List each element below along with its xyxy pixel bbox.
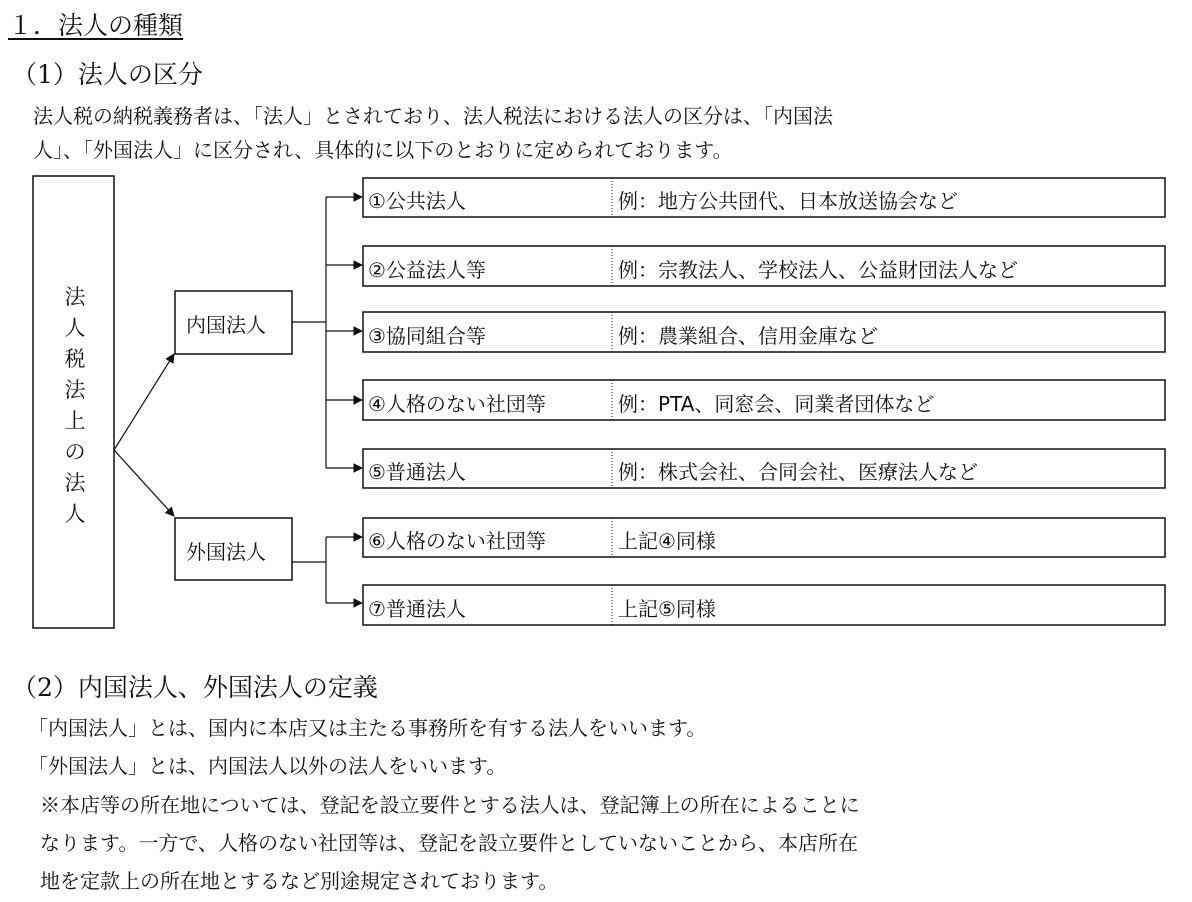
row-name-6: ⑥人格のない社団等 xyxy=(368,529,546,553)
subsection-title-1: （1）法人の区分 xyxy=(12,60,203,89)
row-example-1: 例：地方公共団代、日本放送協会など xyxy=(618,189,958,213)
branch-arrow-domestic xyxy=(114,354,174,450)
row-name-4: ④人格のない社団等 xyxy=(368,392,546,416)
row-example-7: 上記⑤同様 xyxy=(618,597,716,621)
row-example-5: 例：株式会社、合同会社、医療法人など xyxy=(618,460,978,484)
row-name-3: ③協同組合等 xyxy=(368,324,486,348)
domestic-label: 内国法人 xyxy=(186,313,266,337)
paragraph-line: 人」、「外国法人」に区分され、具体的に以下のとおりに定められております。 xyxy=(33,138,733,162)
row-example-3: 例：農業組合、信用金庫など xyxy=(618,324,878,348)
root-label: 法人税法上の法人 xyxy=(64,285,86,526)
row-name-2: ②公益法人等 xyxy=(368,258,486,282)
definition-line: 「内国法人」とは、国内に本店又は主たる事務所を有する法人をいいます。 xyxy=(28,716,707,740)
definition-line: 「外国法人」とは、内国法人以外の法人をいいます。 xyxy=(28,754,507,778)
note-line: 地を定款上の所在地とするなど別途規定されております。 xyxy=(40,869,559,893)
note-line: なります。一方で、人格のない社団等は、登記を設立要件としていないことから、本店所在 xyxy=(40,831,858,855)
row-example-2: 例：宗教法人、学校法人、公益財団法人など xyxy=(618,258,1018,282)
row-name-5: ⑤普通法人 xyxy=(368,460,466,484)
row-example-6: 上記④同様 xyxy=(618,529,716,553)
foreign-label: 外国法人 xyxy=(186,540,266,564)
note-line: ※本店等の所在地については、登記を設立要件とする法人は、登記簿上の所在によることに xyxy=(40,793,860,817)
branch-arrow-foreign xyxy=(114,450,174,516)
paragraph-line: 法人税の納税義務者は、「法人」とされており、法人税法における法人の区分は、「内国法 xyxy=(33,104,833,128)
subsection-title-2: （2）内国法人、外国法人の定義 xyxy=(12,673,378,702)
section-heading: １．法人の種類 xyxy=(8,11,184,40)
row-name-1: ①公共法人 xyxy=(368,189,466,213)
row-box-7 xyxy=(363,585,1165,625)
row-name-7: ⑦普通法人 xyxy=(368,597,466,621)
row-example-4: 例：PTA、同窓会、同業者団体など xyxy=(618,392,935,416)
